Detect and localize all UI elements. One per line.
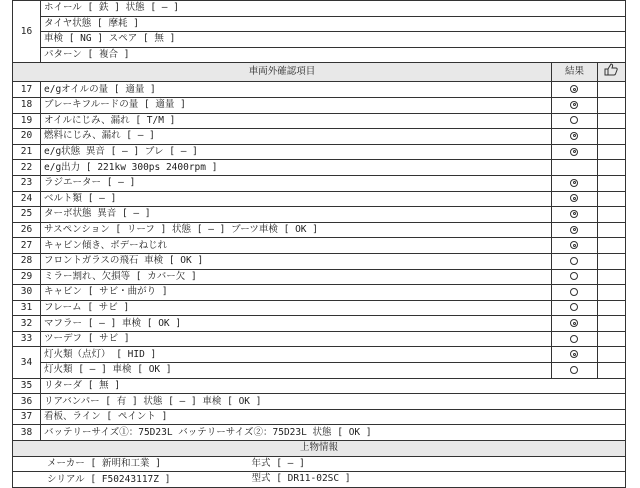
- cargo-right: 年式 [ — ]: [251, 457, 305, 469]
- table-row: [13, 269, 626, 285]
- inspection-sheet: [12, 0, 626, 485]
- circle-mark: [570, 366, 578, 374]
- table-row: [13, 363, 626, 379]
- double-circle-mark: [570, 319, 578, 327]
- item-number: 18: [13, 97, 41, 113]
- note-cell: [597, 238, 625, 254]
- item-number: 28: [13, 253, 41, 269]
- table-row: [13, 113, 626, 129]
- table-row: [13, 378, 626, 394]
- result-cell: [551, 253, 597, 269]
- pattern-line: パターン [ 複合 ]: [41, 47, 626, 63]
- item-number: 26: [13, 222, 41, 238]
- result-cell: [551, 207, 597, 223]
- item-text: ツーデフ [ サビ ]: [41, 331, 552, 347]
- table-row: [13, 331, 626, 347]
- double-circle-mark: [570, 241, 578, 249]
- table-row: [13, 1, 626, 17]
- result-cell: [551, 191, 597, 207]
- table-row: [13, 253, 626, 269]
- item-number: 32: [13, 316, 41, 332]
- note-cell: [597, 347, 625, 363]
- item-text: マフラー [ — ] 車検 [ OK ]: [41, 316, 552, 332]
- item-text: フロントガラスの飛石 車検 [ OK ]: [41, 253, 552, 269]
- item-number: 17: [13, 82, 41, 98]
- note-cell: [597, 363, 625, 379]
- item-number: 24: [13, 191, 41, 207]
- table-row: [13, 207, 626, 223]
- item-text: キャビン傾き、ボデーねじれ: [41, 238, 552, 254]
- inspection-spare-line: 車検 [ NG ] スペア [ 無 ]: [41, 32, 626, 48]
- note-cell: [597, 191, 625, 207]
- double-circle-mark: [570, 132, 578, 140]
- double-circle-mark: [570, 350, 578, 358]
- table-row: [13, 129, 626, 145]
- thumbs-up-icon-graphic: [603, 63, 619, 76]
- cargo-right: 型式 [ DR11-02SC ]: [251, 473, 351, 485]
- result-header: 結果: [551, 63, 597, 82]
- item-number: 23: [13, 175, 41, 191]
- item-number: 34: [13, 347, 41, 378]
- item-text: 灯火類（点灯） [ HID ]: [41, 347, 552, 363]
- table-row: [13, 238, 626, 254]
- item-number: 35: [13, 378, 41, 394]
- note-cell: [597, 331, 625, 347]
- cargo-title: 上物情報: [13, 441, 626, 457]
- item-text: リターダ [ 無 ]: [41, 378, 626, 394]
- double-circle-mark: [570, 101, 578, 109]
- table-row: [13, 191, 626, 207]
- table-row: [13, 409, 626, 425]
- item-number: 37: [13, 409, 41, 425]
- result-cell: [551, 269, 597, 285]
- table-row: [13, 82, 626, 98]
- double-circle-mark: [570, 179, 578, 187]
- circle-mark: [570, 272, 578, 280]
- cargo-right-cell: [251, 456, 625, 472]
- table-row: [13, 97, 626, 113]
- table-row: [13, 316, 626, 332]
- item-text: ベルト類 [ — ]: [41, 191, 552, 207]
- circle-mark: [570, 303, 578, 311]
- note-cell: [597, 82, 625, 98]
- result-cell: [551, 144, 597, 160]
- tire-line: タイヤ状態 [ 摩耗 ]: [41, 16, 626, 32]
- inspection-table-body: [13, 1, 626, 488]
- table-row: [13, 347, 626, 363]
- note-cell: [597, 253, 625, 269]
- cargo-left: シリアル [ F50243117Z ]: [13, 472, 552, 488]
- wheel-line: ホイール [ 鉄 ] 状態 [ — ]: [41, 1, 626, 17]
- item-text: サスペンション [ リーフ ] 状態 [ — ] ブーツ車検 [ OK ]: [41, 222, 552, 238]
- double-circle-mark: [570, 148, 578, 156]
- item-text: キャビン [ サビ・曲がり ]: [41, 285, 552, 301]
- circle-mark: [570, 116, 578, 124]
- item-number: 29: [13, 269, 41, 285]
- item-number: 31: [13, 300, 41, 316]
- double-circle-mark: [570, 85, 578, 93]
- note-cell: [597, 285, 625, 301]
- table-row: [13, 160, 626, 176]
- item-text: フレーム [ サビ ]: [41, 300, 552, 316]
- note-cell: [597, 316, 625, 332]
- double-circle-mark: [570, 226, 578, 234]
- result-cell: [551, 113, 597, 129]
- note-cell: [597, 222, 625, 238]
- double-circle-mark: [570, 210, 578, 218]
- result-cell: [551, 97, 597, 113]
- result-cell: [551, 175, 597, 191]
- table-row: [13, 456, 626, 472]
- result-cell: [551, 160, 597, 176]
- table-row: [13, 300, 626, 316]
- note-cell: [597, 175, 625, 191]
- result-cell: [551, 238, 597, 254]
- result-cell: [551, 129, 597, 145]
- item-text: 灯火類 [ — ] 車検 [ OK ]: [41, 363, 552, 379]
- item-text: 燃料にじみ、漏れ [ — ]: [41, 129, 552, 145]
- note-cell: [597, 160, 625, 176]
- result-cell: [551, 300, 597, 316]
- table-row: [13, 47, 626, 63]
- item-number: 20: [13, 129, 41, 145]
- table-row: [13, 394, 626, 410]
- result-cell: [551, 347, 597, 363]
- note-cell: [597, 207, 625, 223]
- item-text: e/gオイルの量 [ 適量 ]: [41, 82, 552, 98]
- item-text: e/g出力 [ 221kw 300ps 2400rpm ]: [41, 160, 552, 176]
- result-cell: [551, 285, 597, 301]
- item-number: 36: [13, 394, 41, 410]
- item-text: ミラー割れ、欠損等 [ カバー欠 ]: [41, 269, 552, 285]
- table-row: [13, 144, 626, 160]
- item-number: 16: [13, 1, 41, 63]
- result-cell: [551, 316, 597, 332]
- item-number: 19: [13, 113, 41, 129]
- item-text: リアバンパー [ 有 ] 状態 [ — ] 車検 [ OK ]: [41, 394, 626, 410]
- result-cell: [551, 82, 597, 98]
- item-number: 30: [13, 285, 41, 301]
- table-row: [13, 32, 626, 48]
- item-text: ブレーキフルードの量 [ 適量 ]: [41, 97, 552, 113]
- cargo-left: メーカー [ 新明和工業 ]: [13, 456, 552, 472]
- item-text: ラジエーター [ — ]: [41, 175, 552, 191]
- inspection-table: [12, 0, 626, 488]
- note-cell: [597, 300, 625, 316]
- note-cell: [597, 97, 625, 113]
- item-text: ターボ状態 異音 [ — ]: [41, 207, 552, 223]
- thumbs-up-icon: [597, 63, 625, 82]
- section-header-row: [13, 63, 626, 82]
- item-number: 38: [13, 425, 41, 441]
- result-cell: [551, 331, 597, 347]
- note-cell: [597, 129, 625, 145]
- circle-mark: [570, 335, 578, 343]
- cargo-header-row: [13, 441, 626, 457]
- item-number: 22: [13, 160, 41, 176]
- note-cell: [597, 269, 625, 285]
- note-cell: [597, 144, 625, 160]
- item-text: バッテリーサイズ①：75D23L バッテリーサイズ②：75D23L 状態 [ OK ]: [41, 425, 626, 441]
- table-row: [13, 425, 626, 441]
- circle-mark: [570, 257, 578, 265]
- item-number: 27: [13, 238, 41, 254]
- item-number: 33: [13, 331, 41, 347]
- table-row: [13, 285, 626, 301]
- double-circle-mark: [570, 194, 578, 202]
- result-cell: [551, 363, 597, 379]
- table-row: [13, 222, 626, 238]
- item-number: 21: [13, 144, 41, 160]
- item-text: 看板、ライン [ ペイント ]: [41, 409, 626, 425]
- section-title: 車両外確認項目: [13, 63, 552, 82]
- item-number: 25: [13, 207, 41, 223]
- item-text: オイルにじみ、漏れ [ T/M ]: [41, 113, 552, 129]
- item-text: e/g状態 異音 [ — ] ブレ [ — ]: [41, 144, 552, 160]
- result-cell: [551, 222, 597, 238]
- table-row: [13, 16, 626, 32]
- table-row: [13, 175, 626, 191]
- circle-mark: [570, 288, 578, 296]
- note-cell: [597, 113, 625, 129]
